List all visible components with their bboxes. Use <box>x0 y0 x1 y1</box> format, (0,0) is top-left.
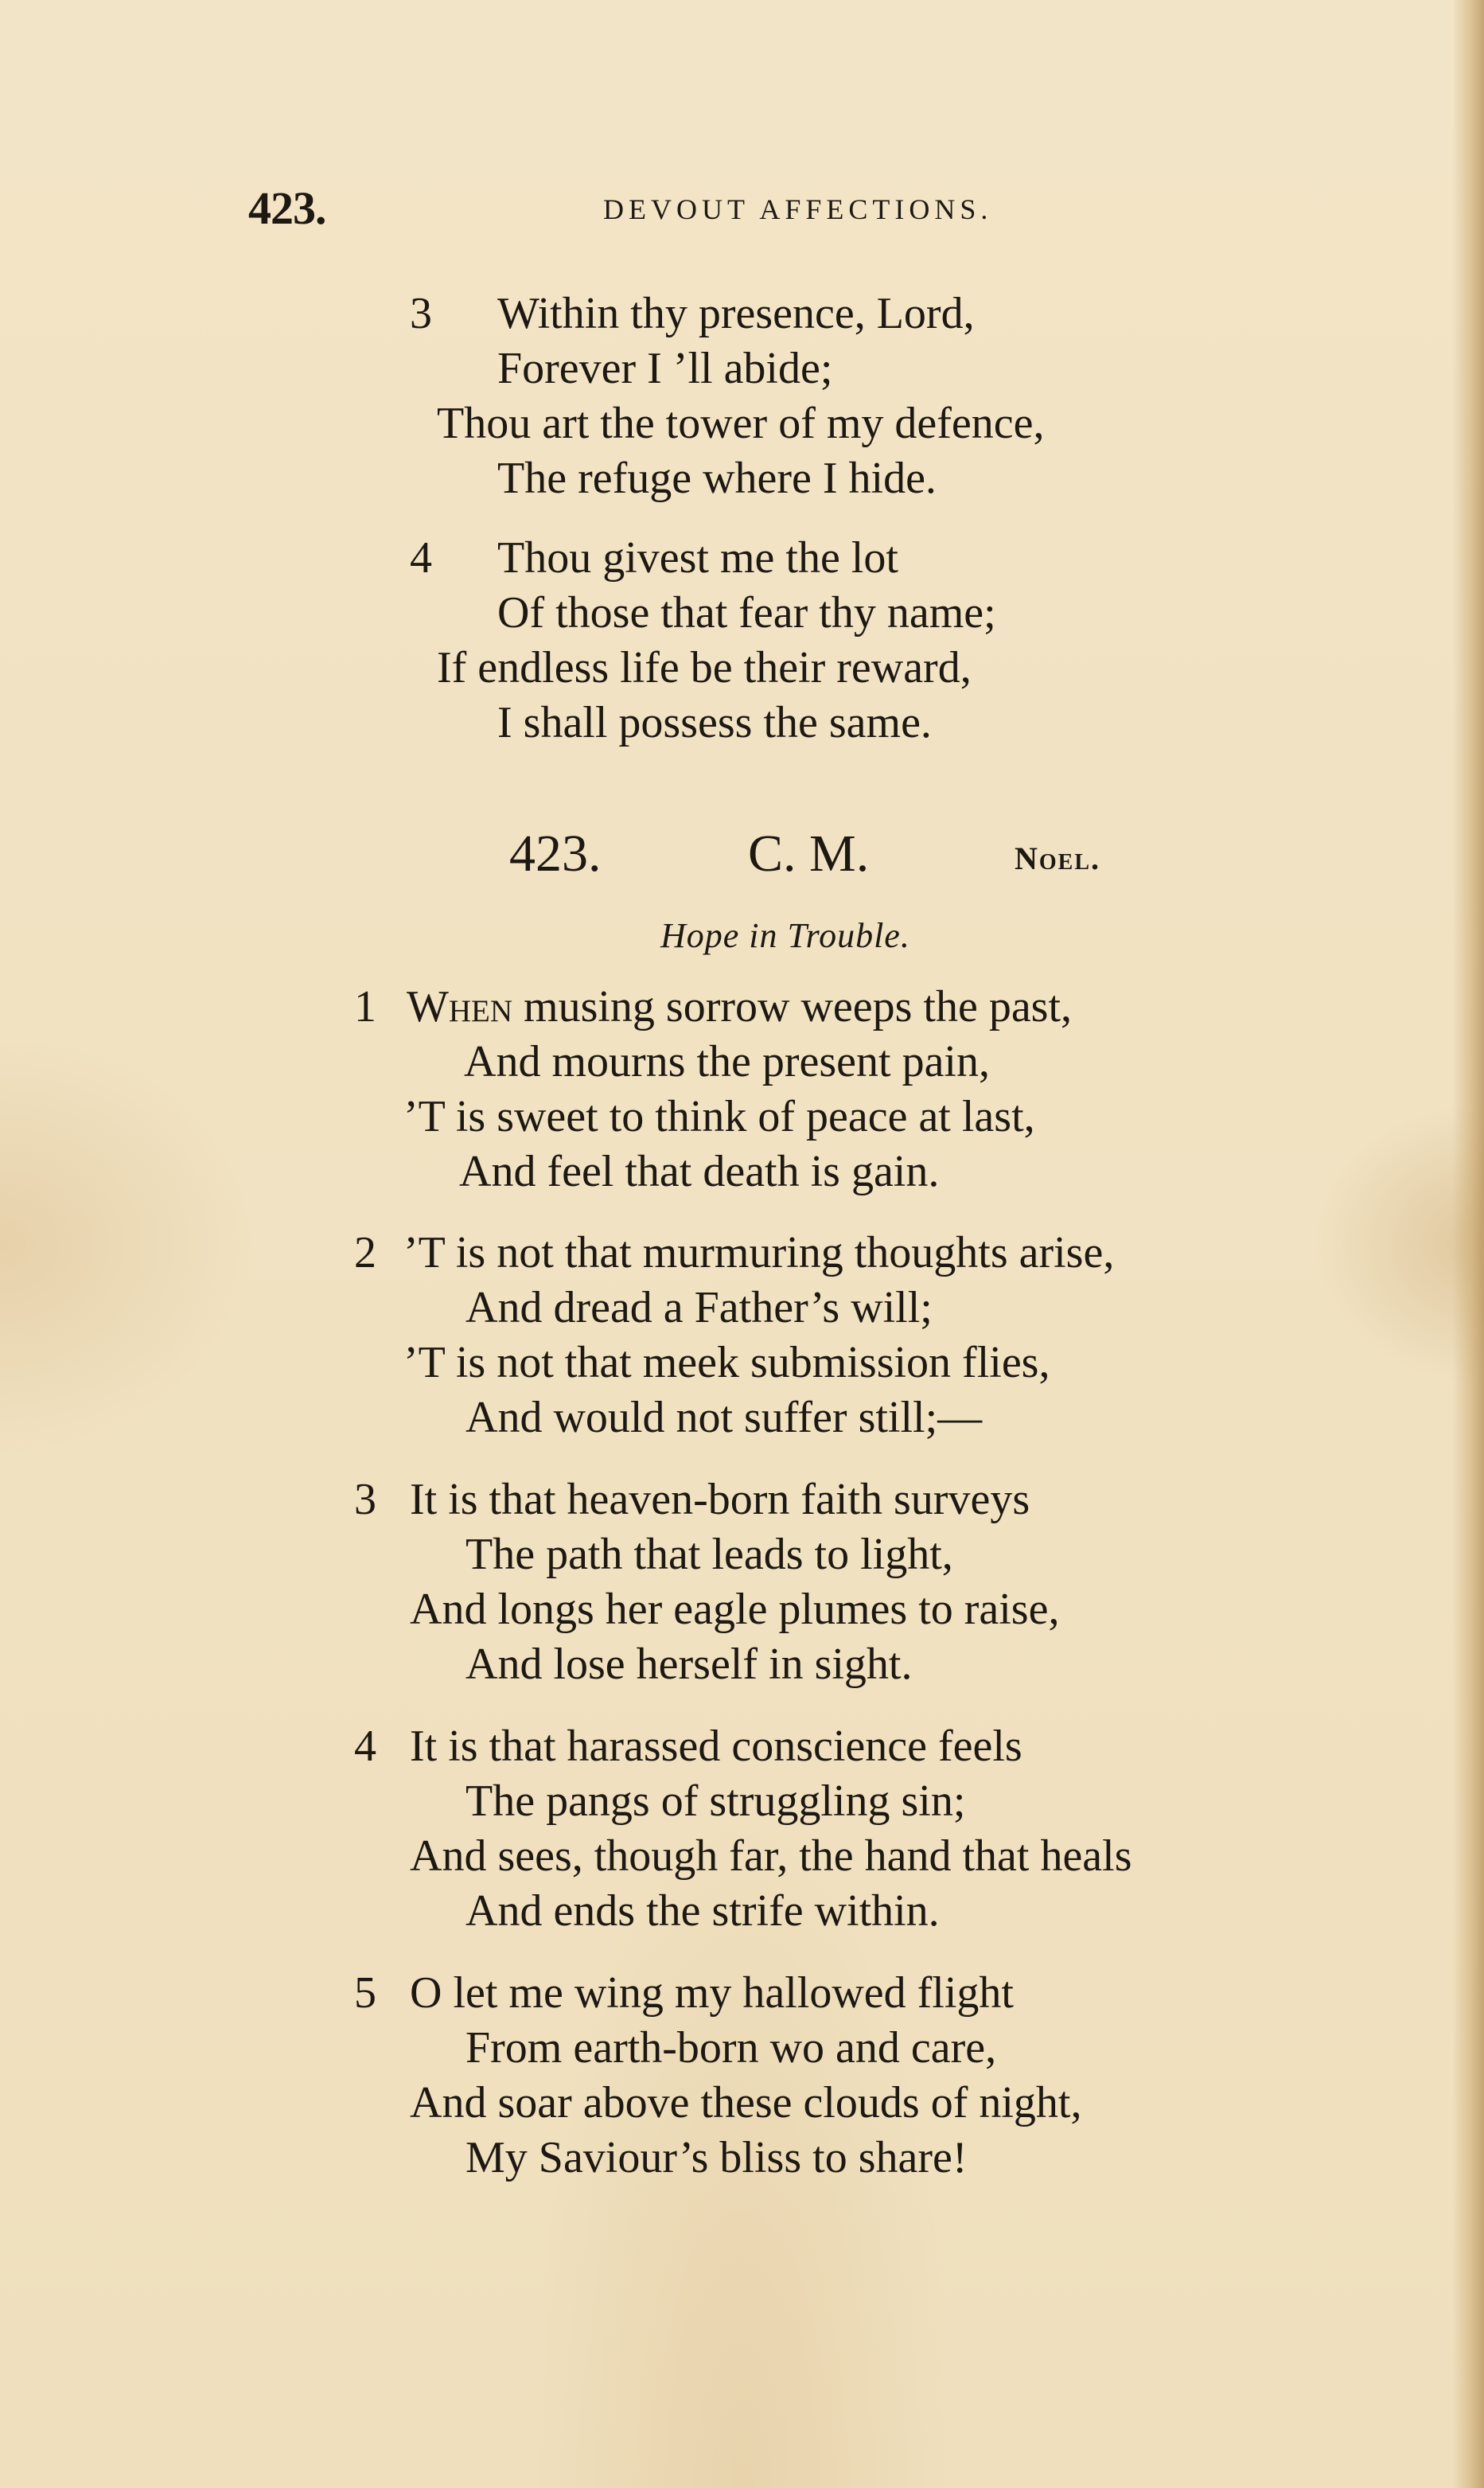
hymn-subtitle: Hope in Trouble. <box>660 916 910 955</box>
page-number: 423. <box>248 182 326 234</box>
stanza-line: And feel that death is gain. <box>459 1147 940 1196</box>
stanza-line: And mourns the present pain, <box>464 1037 990 1086</box>
stanza-line: And ends the strife within. <box>465 1886 940 1936</box>
hymn-stanza-2 <box>354 1226 1115 1445</box>
hymn-stanza-1 <box>354 980 1073 1199</box>
hymn-heading <box>0 824 1484 887</box>
stanza-line: And dread a Father’s will; <box>465 1283 933 1332</box>
running-head <box>0 181 1484 237</box>
hymn-number: 423. <box>509 825 602 883</box>
stanza-line: Of those that fear thy name; <box>497 588 996 638</box>
stanza-line: And lose herself in sight. <box>465 1640 913 1689</box>
stanza-line: It is that harassed conscience feels <box>410 1722 1022 1771</box>
hymn-meter: C. M. <box>748 825 870 883</box>
page-edge-shadow <box>1452 0 1484 2488</box>
stanza-line: From earth-born wo and care, <box>465 2023 997 2073</box>
previous-hymn-stanza-4 <box>410 531 996 751</box>
stanza-number: 2 <box>354 1228 376 1277</box>
stanza-line: And longs her eagle plumes to raise, <box>410 1585 1060 1634</box>
stanza-line: And sees, though far, the hand that heals <box>410 1831 1132 1881</box>
stanza-number: 1 <box>354 982 376 1031</box>
hymn-stanza-4 <box>354 1719 1132 1939</box>
hymn-stanza-3 <box>354 1472 1060 1692</box>
stanza-line: The refuge where I hide. <box>497 454 937 503</box>
stanza-line: O let me wing my hallowed flight <box>410 1968 1014 2018</box>
stanza-number: 3 <box>354 1475 376 1524</box>
stanza-line: It is that heaven-born faith surveys <box>410 1475 1030 1524</box>
running-head-title: DEVOUT AFFECTIONS. <box>603 193 993 225</box>
previous-hymn-stanza-3 <box>410 287 1045 506</box>
stanza-line: Forever I ’ll abide; <box>497 344 833 393</box>
first-line-rest: musing sorrow weeps the past, <box>512 982 1073 1031</box>
stanza-line: The path that leads to light, <box>465 1530 953 1579</box>
stanza-line: ’T is not that murmuring thoughts arise, <box>403 1228 1115 1277</box>
stanza-line-first <box>407 980 1072 1035</box>
stanza-line: And would not suffer still;— <box>465 1393 983 1442</box>
hymn-tune: Noel. <box>1015 840 1101 876</box>
stanza-number: 4 <box>354 1722 376 1771</box>
hymn-stanza-5 <box>354 1966 1082 2186</box>
stanza-number: 3 <box>410 289 432 338</box>
stanza-number: 4 <box>410 533 432 583</box>
first-word-small-caps: When <box>407 982 513 1031</box>
stanza-line: The pangs of struggling sin; <box>465 1776 966 1826</box>
stanza-line: Within thy presence, Lord, <box>497 289 975 338</box>
stanza-line: If endless life be their reward, <box>437 643 972 692</box>
stanza-line: ’T is not that meek submission flies, <box>403 1338 1050 1387</box>
stanza-line: I shall possess the same. <box>497 698 932 747</box>
stanza-line: My Saviour’s bliss to share! <box>465 2133 968 2182</box>
stanza-line: Thou givest me the lot <box>497 533 898 583</box>
stanza-line: And soar above these clouds of night, <box>410 2078 1082 2127</box>
stanza-number: 5 <box>354 1968 376 2018</box>
stanza-line: ’T is sweet to think of peace at last, <box>403 1092 1035 1141</box>
stanza-line: Thou art the tower of my defence, <box>437 399 1045 448</box>
